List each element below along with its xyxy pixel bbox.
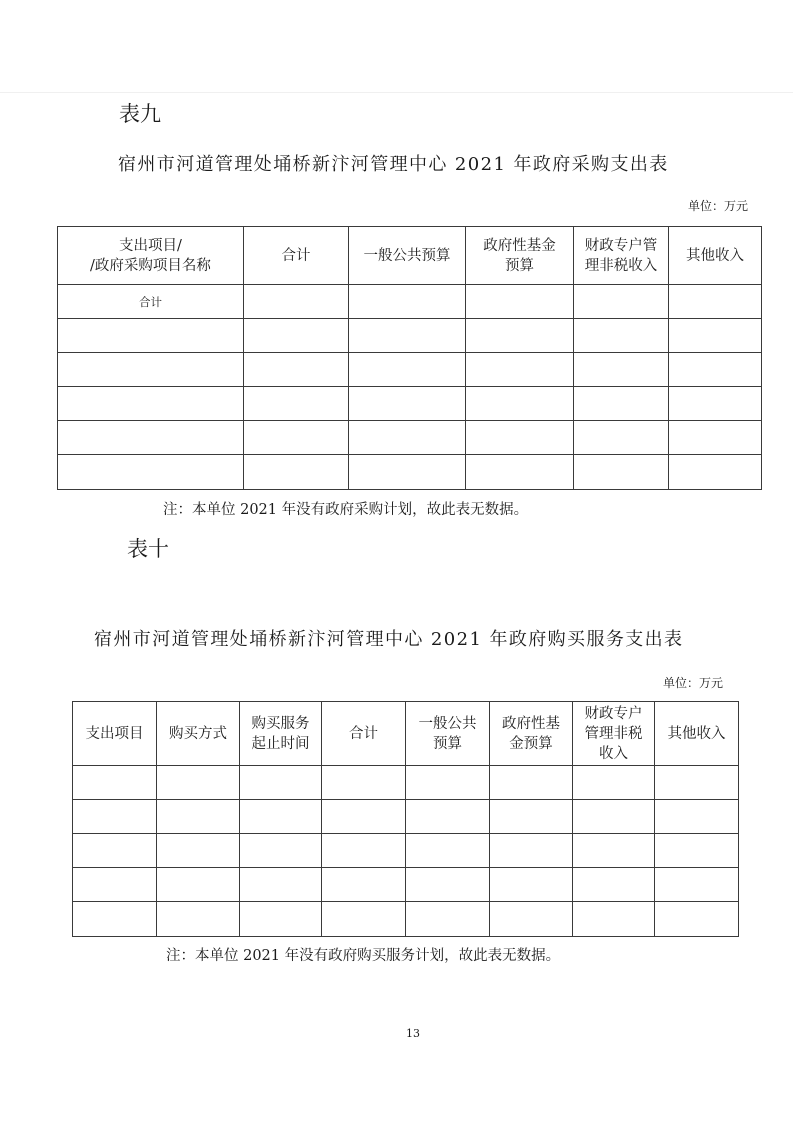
table-cell bbox=[322, 834, 406, 868]
table-row bbox=[73, 800, 739, 834]
table9-title: 宿州市河道管理处埇桥新汴河管理中心 2021 年政府采购支出表 bbox=[118, 154, 669, 175]
table-cell bbox=[406, 868, 490, 902]
table-cell bbox=[157, 800, 240, 834]
table-cell bbox=[58, 455, 244, 490]
table-cell bbox=[406, 834, 490, 868]
table-cell bbox=[240, 902, 322, 937]
table-cell bbox=[73, 800, 157, 834]
table-cell bbox=[157, 902, 240, 937]
table-cell bbox=[574, 353, 669, 387]
table-cell bbox=[490, 834, 573, 868]
table-row bbox=[58, 285, 762, 319]
table10-unit: 单位：万元 bbox=[663, 676, 724, 690]
table10-note: 注：本单位 2021 年没有政府购买服务计划，故此表无数据。 bbox=[166, 948, 561, 964]
table10-header-service-period: 购买服务 起止时间 bbox=[240, 702, 322, 766]
table10 bbox=[72, 701, 739, 937]
table-cell bbox=[406, 766, 490, 800]
table-cell bbox=[574, 455, 669, 490]
table-cell bbox=[157, 834, 240, 868]
table-cell bbox=[73, 766, 157, 800]
table9-header-row bbox=[58, 227, 762, 285]
table-cell bbox=[466, 319, 574, 353]
table-cell bbox=[466, 387, 574, 421]
table-row bbox=[73, 902, 739, 937]
table10-header-row bbox=[73, 702, 739, 766]
table-cell bbox=[655, 868, 739, 902]
table10-header-general-budget: 一般公共 预算 bbox=[406, 702, 490, 766]
table-cell bbox=[574, 319, 669, 353]
table-cell bbox=[466, 353, 574, 387]
table-cell bbox=[349, 387, 466, 421]
table-cell bbox=[669, 455, 762, 490]
table-cell bbox=[73, 834, 157, 868]
table10-header-other-income: 其他收入 bbox=[655, 702, 739, 766]
table-cell bbox=[490, 800, 573, 834]
table-cell bbox=[574, 421, 669, 455]
table-cell bbox=[573, 766, 655, 800]
table-row bbox=[58, 353, 762, 387]
table-cell bbox=[349, 455, 466, 490]
table10-label: 表十 bbox=[127, 537, 169, 561]
table-cell bbox=[349, 353, 466, 387]
table-cell bbox=[669, 353, 762, 387]
scan-edge-line bbox=[0, 92, 793, 93]
table9-header-fund-budget: 政府性基金 预算 bbox=[466, 227, 574, 285]
table-cell bbox=[406, 800, 490, 834]
table-cell: 合计 bbox=[58, 285, 244, 319]
table-row bbox=[58, 455, 762, 490]
table-cell bbox=[240, 766, 322, 800]
table9 bbox=[57, 226, 762, 490]
table-cell bbox=[490, 766, 573, 800]
table-cell bbox=[573, 902, 655, 937]
table-row bbox=[73, 868, 739, 902]
table-cell bbox=[240, 800, 322, 834]
table-cell bbox=[490, 868, 573, 902]
table-row bbox=[58, 387, 762, 421]
table-cell bbox=[322, 800, 406, 834]
table-cell bbox=[349, 285, 466, 319]
table-cell bbox=[244, 319, 349, 353]
table-row bbox=[58, 421, 762, 455]
table-cell bbox=[466, 421, 574, 455]
table-cell bbox=[240, 834, 322, 868]
table-cell bbox=[73, 868, 157, 902]
table-cell bbox=[406, 902, 490, 937]
table9-note: 注：本单位 2021 年没有政府采购计划，故此表无数据。 bbox=[163, 502, 529, 518]
table9-header-nontax-income: 财政专户管 理非税收入 bbox=[574, 227, 669, 285]
table-cell bbox=[244, 285, 349, 319]
table-cell bbox=[669, 319, 762, 353]
table-cell bbox=[58, 319, 244, 353]
table-cell bbox=[58, 353, 244, 387]
table-row bbox=[73, 766, 739, 800]
table10-header-total: 合计 bbox=[322, 702, 406, 766]
table-cell bbox=[655, 766, 739, 800]
table10-header-fund-budget: 政府性基 金预算 bbox=[490, 702, 573, 766]
table-cell bbox=[669, 387, 762, 421]
table-row bbox=[73, 834, 739, 868]
table-cell bbox=[655, 800, 739, 834]
table-cell bbox=[322, 868, 406, 902]
page-number: 13 bbox=[406, 1027, 420, 1040]
table9-header-general-budget: 一般公共预算 bbox=[349, 227, 466, 285]
table10-header-purchase-method: 购买方式 bbox=[157, 702, 240, 766]
table-cell bbox=[58, 387, 244, 421]
table-cell bbox=[669, 421, 762, 455]
table-cell bbox=[490, 902, 573, 937]
table-cell bbox=[58, 421, 244, 455]
table9-header-item: 支出项目/ /政府采购项目名称 bbox=[58, 227, 244, 285]
table-cell bbox=[244, 387, 349, 421]
table-cell bbox=[157, 868, 240, 902]
table-cell bbox=[574, 285, 669, 319]
table10-title: 宿州市河道管理处埇桥新汴河管理中心 2021 年政府购买服务支出表 bbox=[94, 629, 684, 650]
table-cell bbox=[244, 353, 349, 387]
table-cell bbox=[573, 834, 655, 868]
table10-header-item: 支出项目 bbox=[73, 702, 157, 766]
table10-header-nontax-income: 财政专户 管理非税 收入 bbox=[573, 702, 655, 766]
table-cell bbox=[349, 421, 466, 455]
table-cell bbox=[157, 766, 240, 800]
table-cell bbox=[655, 834, 739, 868]
table-cell bbox=[669, 285, 762, 319]
table-cell bbox=[322, 902, 406, 937]
table-cell bbox=[655, 902, 739, 937]
table9-unit: 单位：万元 bbox=[688, 199, 749, 213]
table-cell bbox=[73, 902, 157, 937]
table-cell bbox=[573, 868, 655, 902]
table-cell bbox=[349, 319, 466, 353]
table9-header-other-income: 其他收入 bbox=[669, 227, 762, 285]
table-cell bbox=[573, 800, 655, 834]
table9-header-total: 合计 bbox=[244, 227, 349, 285]
table-cell bbox=[574, 387, 669, 421]
table-cell bbox=[466, 285, 574, 319]
table-cell bbox=[244, 455, 349, 490]
table-cell bbox=[244, 421, 349, 455]
table-row bbox=[58, 319, 762, 353]
table-cell bbox=[240, 868, 322, 902]
table9-label: 表九 bbox=[119, 102, 161, 126]
table-cell bbox=[322, 766, 406, 800]
table-cell bbox=[466, 455, 574, 490]
